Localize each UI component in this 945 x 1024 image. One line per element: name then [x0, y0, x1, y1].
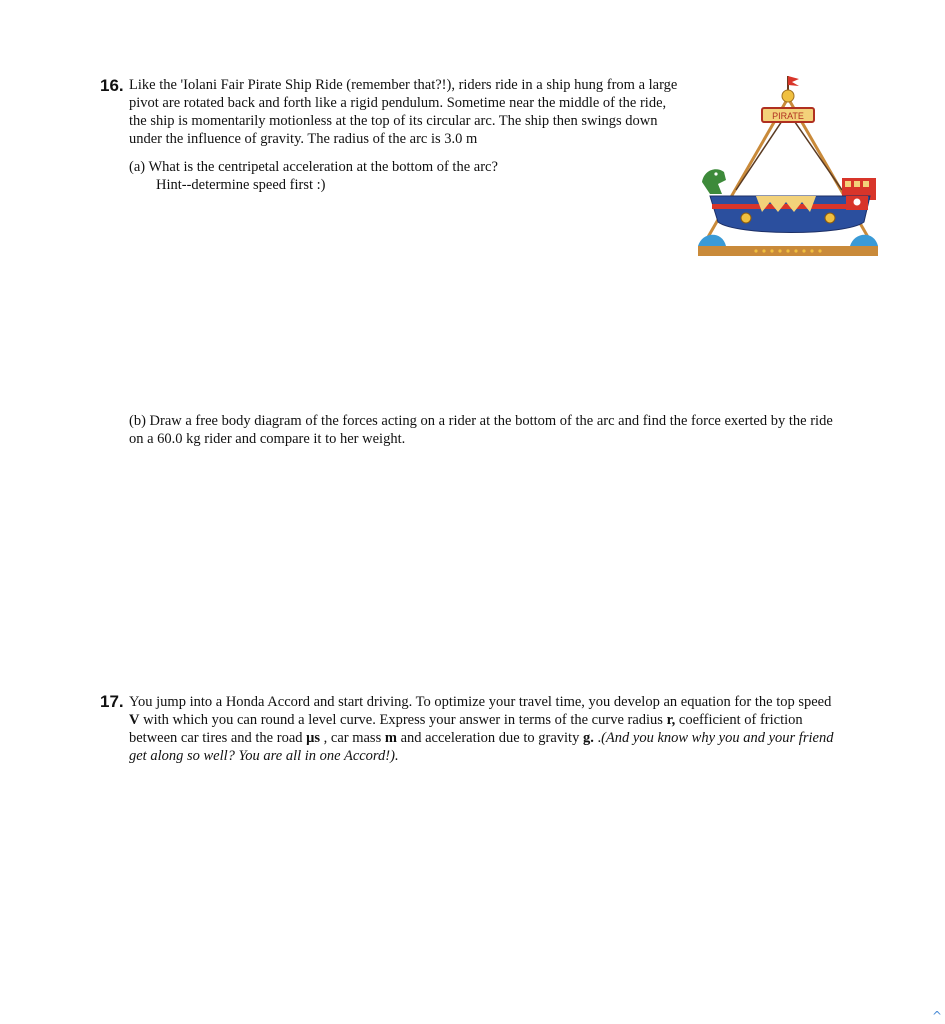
variable-speed: V — [129, 712, 140, 728]
text-segment: , car mass — [320, 730, 385, 746]
problem-text: Like the 'Iolani Fair Pirate Ship Ride (remember that?!), riders ride in a ship hung from a large pivot are rotated back and forth like a rigid pendulum. Sometime near the middle of the ride, the ship is momentarily motionless at the top of its circular arc. The ship then swings down under the influence of gravity. The radius of the arc is 3.0 m — [129, 77, 678, 147]
pirate-ship-ride-illustration — [696, 72, 880, 258]
text-segment: with which you can round a level curve. Express your answer in terms of the curve radius — [139, 712, 667, 728]
joke-aside: (And you know why you and your friend get along so well? You are all in one Accord!). — [129, 730, 834, 764]
text-segment: You jump into a Honda Accord and start driving. To optimize your travel time, you develop an equation for the top speed — [129, 694, 832, 710]
text-segment: . — [593, 730, 602, 746]
variable-radius: r, — [666, 712, 676, 728]
question-16b: (b) Draw a free body diagram of the forces acting on a rider at the bottom of the arc and find the force exerted by the ride on a 60.0 kg rider and compare it to her weight. — [129, 413, 833, 447]
variable-gravity: g. — [582, 730, 594, 746]
hint-text: Hint--determine speed first :) — [156, 177, 326, 193]
variable-friction: μs — [306, 730, 321, 746]
question-text: (a) What is the centripetal acceleration at the bottom of the arc? — [129, 159, 498, 175]
pirate-sign-label: PIRATE — [772, 111, 804, 121]
text-segment: coefficient of friction between car tires and the road — [129, 712, 803, 746]
scroll-up-icon[interactable]: ^ — [931, 1009, 942, 1023]
problem-number: 17. — [100, 692, 124, 711]
text-segment: and acceleration due to gravity — [396, 730, 583, 746]
problem-number: 16. — [100, 76, 124, 95]
question-16a — [129, 158, 669, 194]
variable-mass: m — [384, 730, 397, 746]
problem-text — [129, 693, 841, 765]
